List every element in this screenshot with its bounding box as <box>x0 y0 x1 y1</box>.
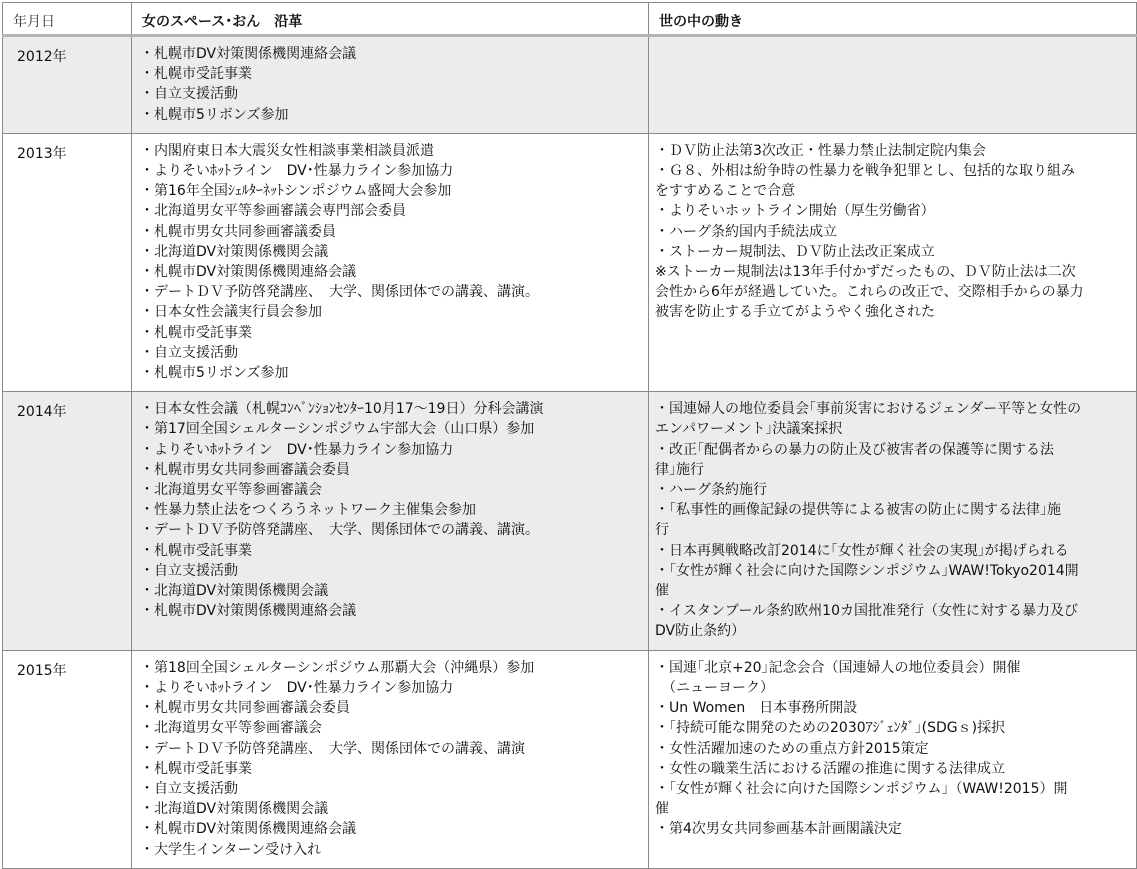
org-list <box>140 399 642 621</box>
list-item: ・｢私事性的画像記録の提供等による被害の防止に関する法律｣施 <box>655 502 1061 519</box>
list-item: ・｢持続可能な開発のための2030ｱｼﾞｪﾝﾀﾞ｣(SDGｓ)採択 <box>655 720 1006 737</box>
list-item: ・北海道男女平等参画審議会 <box>140 482 322 499</box>
org-cell <box>132 392 649 650</box>
history-table <box>2 2 1137 869</box>
list-item: ・よりそいﾎｯﾄライン DV･性暴力ライン参加協力 <box>140 679 454 696</box>
list-item: ・国連｢北京+20｣記念会合（国連婦人の地位委員会）開催 <box>655 659 1021 676</box>
year-cell: 2014年 <box>3 392 132 650</box>
header-org-history: 女のスペース･おん 沿革 <box>132 3 649 36</box>
list-item: ・札幌市DV対策関係機関連絡会議 <box>140 264 357 281</box>
year-cell: 2015年 <box>3 650 132 868</box>
list-item: ・札幌市受託事業 <box>140 760 252 777</box>
list-item: ・日本女性会議実行員会参加 <box>140 304 322 321</box>
list-item: ・第18回全国シェルターシンポジウム那覇大会（沖縄県）参加 <box>140 659 535 676</box>
list-item: ・デートＤＶ予防啓発講座、 大学、関係団体での講義、講演 <box>140 740 525 757</box>
list-item: ・北海道男女平等参画審議会専門部会委員 <box>140 203 406 220</box>
list-item: ・｢女性が輝く社会に向けた国際シンポジウム｣WAW!Tokyo2014開 <box>655 562 1079 579</box>
list-item: ・北海道男女平等参画審議会 <box>140 720 322 737</box>
list-item: ・ハーグ条約国内手続法成立 <box>655 223 837 240</box>
list-item: ・大学生インターン受け入れ <box>140 841 322 858</box>
list-item: 会性から6年が経過していた。これらの改正で、交際相手からの暴力 <box>655 284 1084 301</box>
list-item: をすすめることで合意 <box>655 183 796 200</box>
list-item: ・デートＤＶ予防啓発講座、 大学、関係団体での講義、講演。 <box>140 284 539 301</box>
list-item: ・自立支援活動 <box>140 780 238 797</box>
list-item: ・内閣府東日本大震災女性相談事業相談員派遣 <box>140 142 434 159</box>
list-item: ・札幌市DV対策関係機関連絡会議 <box>140 603 357 620</box>
list-item: ・女性の職業生活における活躍の推進に関する法律成立 <box>655 760 1005 777</box>
list-item: ・改正｢配偶者からの暴力の防止及び被害者の保護等に関する法 <box>655 441 1054 458</box>
list-item: ・札幌市男女共同参画審議会委員 <box>140 461 350 478</box>
year-cell: 2012年 <box>3 36 132 134</box>
world-list <box>655 658 1126 840</box>
org-cell <box>132 133 649 391</box>
org-list <box>140 44 642 125</box>
list-item: ・札幌市DV対策関係機関連絡会議 <box>140 46 357 62</box>
world-cell <box>649 392 1137 650</box>
list-item: ・よりそいﾎｯﾄライン DV･性暴力ライン参加協力 <box>140 163 454 180</box>
list-item: ・札幌市5リボンズ参加 <box>140 106 289 123</box>
world-cell <box>649 36 1137 134</box>
list-item: 催 <box>655 583 669 600</box>
org-cell <box>132 650 649 868</box>
org-list <box>140 141 642 383</box>
list-item: ・自立支援活動 <box>140 562 238 579</box>
list-item: ・札幌市受託事業 <box>140 66 252 83</box>
world-cell <box>649 133 1137 391</box>
world-list <box>655 141 1126 323</box>
row-2013 <box>3 133 1137 391</box>
list-item: ・デートＤＶ予防啓発講座、 大学、関係団体での講義、講演。 <box>140 522 539 539</box>
list-item: ・自立支援活動 <box>140 344 238 361</box>
list-item: ・第17回全国シェルターシンポジウム宇部大会（山口県）参加 <box>140 421 535 438</box>
list-item: ・ハーグ条約施行 <box>655 482 767 499</box>
list-item: ・北海道DV対策関係機関会議 <box>140 243 329 260</box>
list-item: ・第16年全国ｼｪﾙﾀｰﾈｯﾄシンポジウム盛岡大会参加 <box>140 183 452 200</box>
list-item: ・札幌市男女共同参画審議委員 <box>140 223 336 240</box>
list-item: ・ＤＶ防止法第3次改正・性暴力禁止法制定院内集会 <box>655 142 986 159</box>
list-item: ・イスタンブール条約欧州10カ国批准発行（女性に対する暴力及び <box>655 603 1078 620</box>
row-2015 <box>3 650 1137 868</box>
list-item: 催 <box>655 801 669 818</box>
list-item: ・よりそいﾎｯﾄライン DV･性暴力ライン参加協力 <box>140 441 454 458</box>
list-item: ・札幌市DV対策関係機関連絡会議 <box>140 821 357 838</box>
world-cell <box>649 650 1137 868</box>
list-item: ・日本再興戦略改訂2014に｢女性が輝く社会の実現｣が掲げられる <box>655 542 1069 559</box>
list-item: ・北海道DV対策関係機関会議 <box>140 801 329 818</box>
header-year: 年月日 <box>3 3 132 36</box>
list-item: ・札幌市受託事業 <box>140 324 252 341</box>
list-item: ・自立支援活動 <box>140 86 238 103</box>
list-item: 律｣施行 <box>655 461 704 478</box>
list-item: ・性暴力禁止法をつくろうネットワーク主催集会参加 <box>140 502 476 519</box>
list-item: （ニューヨーク） <box>655 679 774 696</box>
list-item: ・女性活躍加速のための重点方針2015策定 <box>655 740 929 757</box>
list-item: ・札幌市受託事業 <box>140 542 252 559</box>
row-2014 <box>3 392 1137 650</box>
row-2012 <box>3 36 1137 134</box>
list-item: ・第4次男女共同参画基本計画閣議決定 <box>655 821 902 838</box>
list-item: ・国連婦人の地位委員会｢事前災害におけるジェンダー平等と女性の <box>655 401 1082 418</box>
list-item: DV防止条約） <box>655 623 746 640</box>
list-item: ・｢女性が輝く社会に向けた国際シンポジウム｣（WAW!2015）開 <box>655 780 1068 797</box>
world-list <box>655 399 1126 641</box>
year-cell: 2013年 <box>3 133 132 391</box>
list-item: ・Ｇ８、外相は紛争時の性暴力を戦争犯罪とし、包括的な取り組み <box>655 163 1075 180</box>
list-item: ・Un Women 日本事務所開設 <box>655 700 858 717</box>
list-item: ・北海道DV対策関係機関会議 <box>140 583 329 600</box>
list-item: ・日本女性会議（札幌ｺﾝﾍﾞﾝｼｮﾝｾﾝﾀｰ10月17～19日）分科会講演 <box>140 401 544 418</box>
list-item: ※ストーカー規制法は13年手付かずだったもの、ＤＶ防止法は二次 <box>655 264 1076 281</box>
list-item: 被害を防止する手立てがようやく強化された <box>655 304 935 321</box>
header-row <box>3 3 1137 36</box>
list-item: ・札幌市5リボンズ参加 <box>140 365 289 382</box>
header-world-events: 世の中の動き <box>649 3 1137 36</box>
list-item: 行 <box>655 522 669 539</box>
list-item: エンパワーメント｣決議案採択 <box>655 421 843 438</box>
org-list <box>140 658 642 860</box>
org-cell <box>132 36 649 134</box>
list-item: ・ストーカー規制法、ＤＶ防止法改正案成立 <box>655 243 935 260</box>
list-item: ・札幌市男女共同参画審議会委員 <box>140 700 350 717</box>
list-item: ・よりそいホットライン開始（厚生労働省） <box>655 203 935 220</box>
